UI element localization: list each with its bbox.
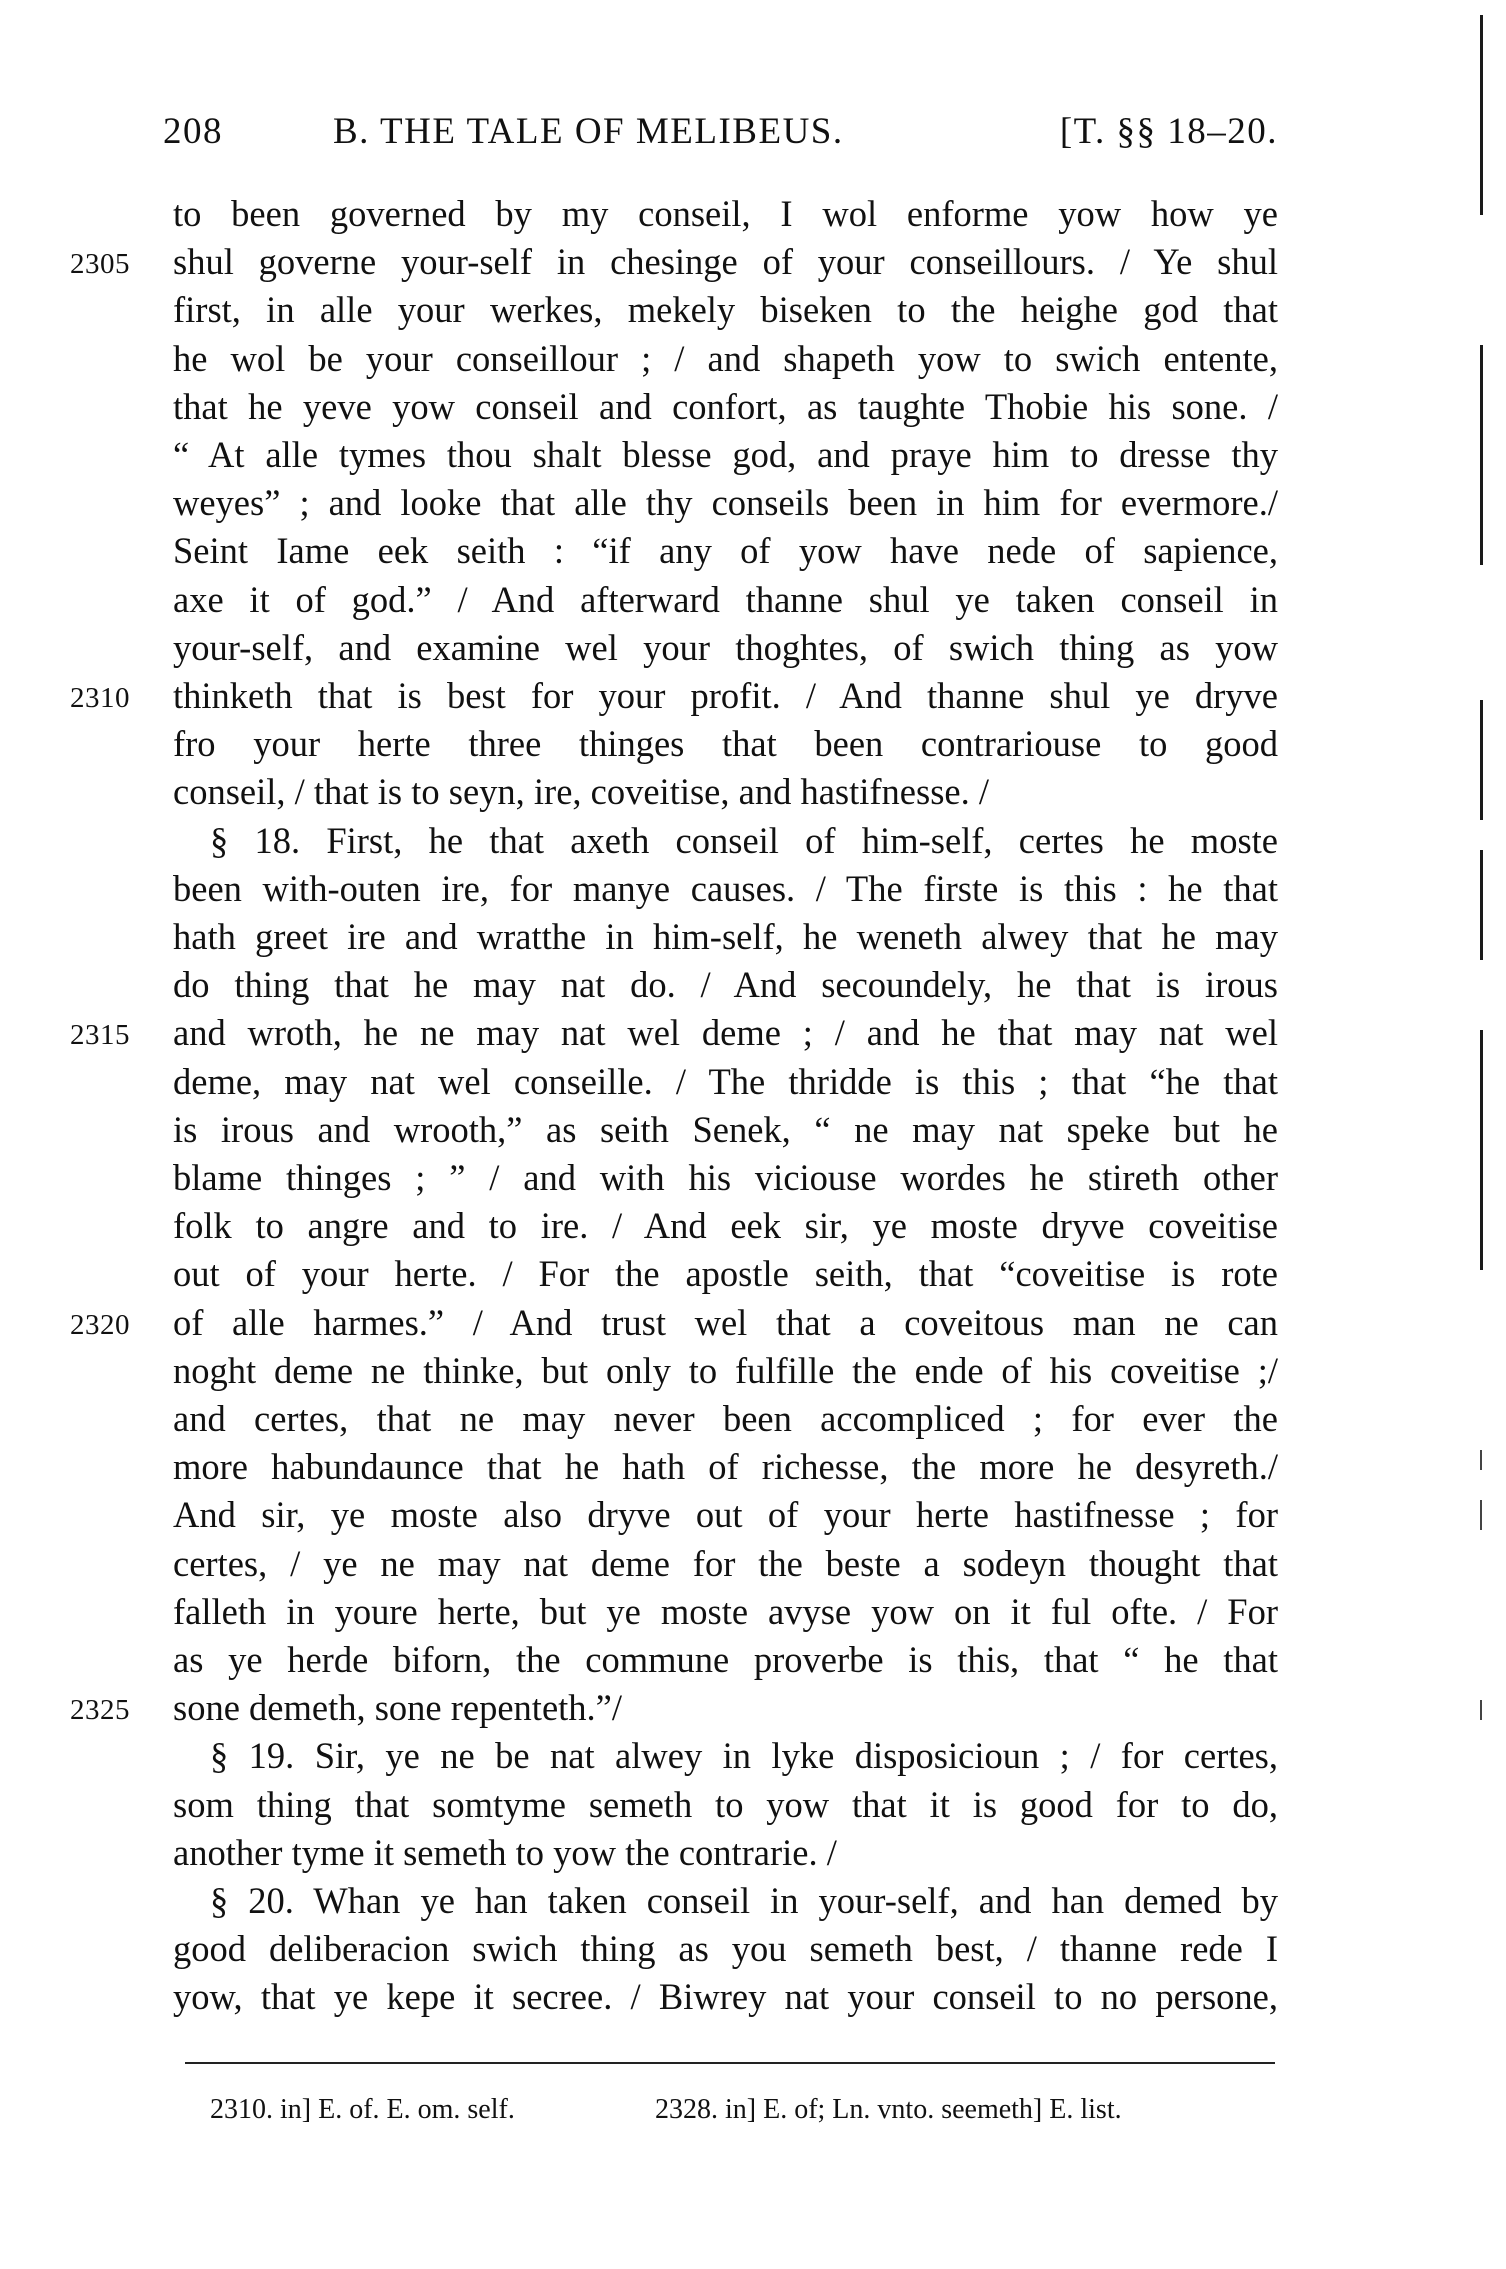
page-number: 208 (163, 111, 223, 152)
line-number: 2310 (70, 682, 130, 714)
text-line: your-self, and examine wel your thoghtes, of swich thing as yow (173, 626, 1278, 668)
scan-margin-mark (1480, 1030, 1483, 1270)
text-line: first, in alle your werkes, mekely biseken to the heighe god that (173, 289, 1278, 331)
text-line: is irous and wrooth,” as seith Senek, “ ne may nat speke but he (173, 1108, 1278, 1150)
text-line: shul governe your-self in chesinge of your conseillours. / Ye shul (173, 241, 1278, 283)
text-line: § 19. Sir, ye ne be nat alwey in lyke disposicioun ; / for certes, (210, 1735, 1278, 1777)
text-line: falleth in youre herte, but ye moste avyse yow on it ful ofte. / For (173, 1590, 1278, 1632)
text-line: more habundaunce that he hath of richesse, the more he desyreth./ (173, 1446, 1278, 1488)
text-line: § 18. First, he that axeth conseil of him-self, certes he moste (210, 819, 1278, 861)
running-title: B. THE TALE OF MELIBEUS. (333, 111, 844, 152)
text-line: another tyme it semeth to yow the contrarie. / (173, 1831, 837, 1873)
text-line: deme, may nat wel conseille. / The thridde is this ; that “he that (173, 1060, 1278, 1102)
footnote-1: 2310. in] E. of. E. om. self. (210, 2094, 515, 2125)
text-line: and certes, that ne may never been accompliced ; for ever the (173, 1398, 1278, 1439)
text-line: hath greet ire and wratthe in him-self, he weneth alwey that he may (173, 916, 1278, 957)
text-line: Seint Iame eek seith : “if any of yow have nede of sapience, (173, 530, 1278, 572)
text-line: “ At alle tymes thou shalt blesse god, and praye him to dresse thy (173, 434, 1278, 475)
text-line: been with-outen ire, for manye causes. / The firste is this : he that (173, 867, 1278, 909)
scan-margin-mark (1480, 345, 1483, 565)
text-line: And sir, ye moste also dryve out of your herte hastifnesse ; for (173, 1494, 1278, 1536)
text-line: of alle harmes.” / And trust wel that a coveitous man ne can (173, 1301, 1278, 1343)
line-number: 2305 (70, 248, 130, 281)
line-number: 2320 (70, 1308, 130, 1341)
text-line: sone demeth, sone repenteth.”/ (173, 1687, 622, 1729)
footnote-rule (185, 2062, 1275, 2064)
text-line: as ye herde biforn, the commune proverbe is this, that “ he that (173, 1639, 1278, 1680)
text-line: weyes” ; and looke that alle thy conseils been in him for evermore./ (173, 482, 1278, 524)
line-number: 2315 (70, 1019, 130, 1052)
scan-margin-mark (1480, 1500, 1482, 1530)
section-reference: [T. §§ 18–20. (1059, 111, 1278, 152)
text-line: thinketh that is best for your profit. / And thanne shul ye dryve (173, 675, 1278, 716)
text-line: yow, that ye kepe it secree. / Biwrey nat your conseil to no persone, (173, 1976, 1278, 2018)
text-line: § 20. Whan ye han taken conseil in your-self, and han demed by (210, 1880, 1278, 1921)
text-line: to been governed by my conseil, I wol enforme yow how ye (173, 193, 1278, 234)
text-line: certes, / ye ne may nat deme for the beste a sodeyn thought that (173, 1542, 1278, 1584)
scan-margin-mark (1480, 15, 1483, 215)
text-line: axe it of god.” / And afterward thanne shul ye taken conseil in (173, 578, 1278, 620)
text-line: he wol be your conseillour ; / and shapeth yow to swich entente, (173, 337, 1278, 379)
text-line: conseil, / that is to seyn, ire, coveitise, and hastifnesse. / (173, 771, 989, 813)
text-line: noght deme ne thinke, but only to fulfille the ende of his coveitise ;/ (173, 1349, 1278, 1391)
text-line: fro your herte three thinges that been contrariouse to good (173, 723, 1278, 765)
line-number: 2325 (70, 1694, 130, 1727)
scan-margin-mark (1480, 700, 1483, 820)
text-line: that he yeve yow conseil and confort, as taughte Thobie his sone. / (173, 385, 1278, 427)
scan-margin-mark (1480, 1450, 1482, 1470)
text-line: and wroth, he ne may nat wel deme ; / and he that may nat wel (173, 1012, 1278, 1054)
text-line: good deliberacion swich thing as you semeth best, / thanne rede I (173, 1928, 1278, 1970)
text-line: folk to angre and to ire. / And eek sir, ye moste dryve coveitise (173, 1205, 1278, 1247)
footnote-2: 2328. in] E. of; Ln. vnto. seemeth] E. list. (655, 2094, 1122, 2125)
scan-margin-mark (1480, 1700, 1482, 1720)
text-line: som thing that somtyme semeth to yow that it is good for to do, (173, 1783, 1278, 1825)
running-header (163, 110, 1278, 170)
scan-margin-mark (1480, 850, 1483, 960)
text-line: do thing that he may nat do. / And secoundely, he that is irous (173, 964, 1278, 1006)
text-line: out of your herte. / For the apostle seith, that “coveitise is rote (173, 1253, 1278, 1295)
text-line: blame thinges ; ” / and with his viciouse wordes he stireth other (173, 1157, 1278, 1198)
